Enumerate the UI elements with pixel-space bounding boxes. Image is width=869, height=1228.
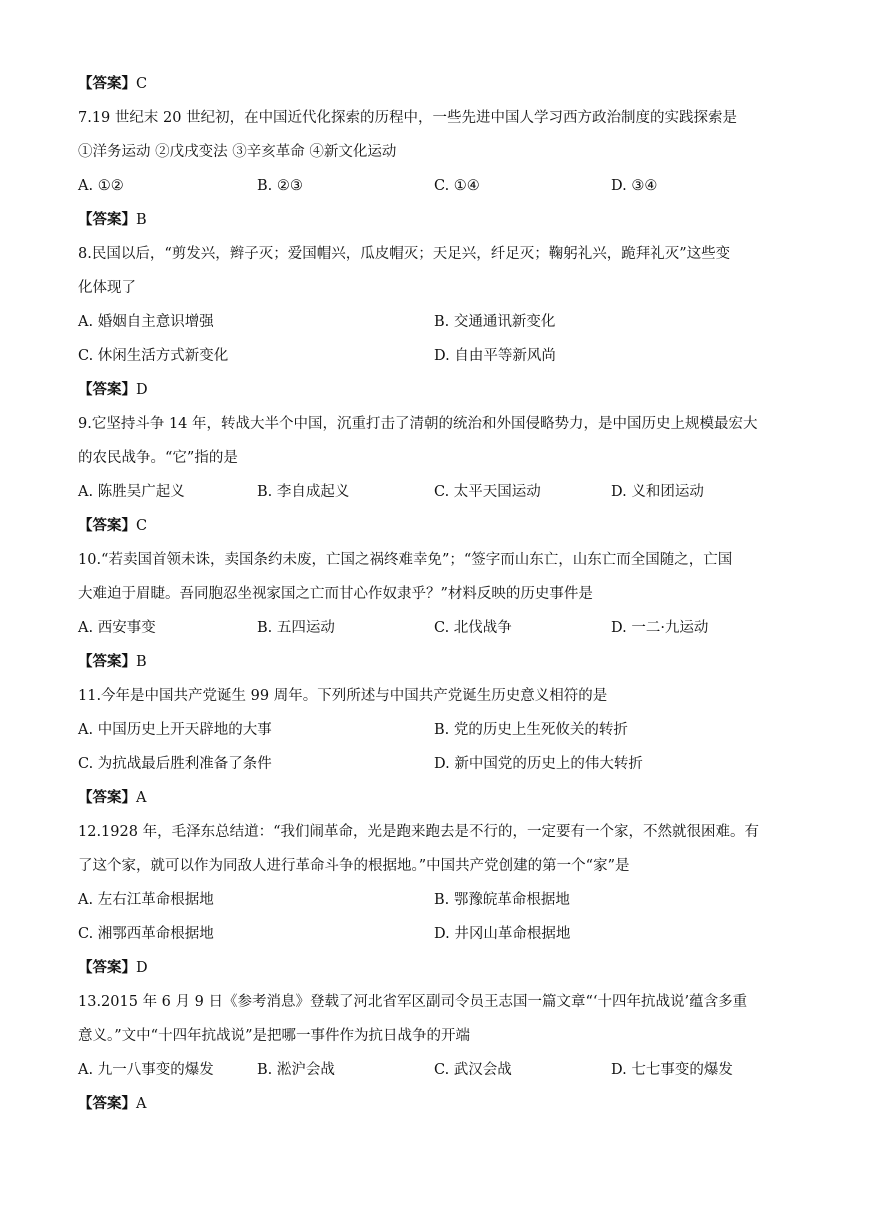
option-d: D. 新中国党的历史上的伟大转折 bbox=[434, 756, 643, 772]
option-a: A. ①② bbox=[78, 178, 124, 194]
option-d: D. 自由平等新风尚 bbox=[434, 348, 556, 364]
answer-label: 【答案】 bbox=[78, 381, 136, 398]
option-b: B. 鄂豫皖革命根据地 bbox=[434, 892, 570, 908]
answer-line bbox=[78, 516, 147, 536]
question-stem-line: 10.“若卖国首领未诛，卖国条约未废，亡国之祸终难幸免”；“签字而山东亡，山东亡而全国随之，亡国 bbox=[78, 552, 733, 568]
answer-value: C bbox=[136, 76, 148, 92]
option-d: D. 七七事变的爆发 bbox=[611, 1062, 733, 1078]
option-a: A. 九一八事变的爆发 bbox=[78, 1062, 214, 1078]
option-c: C. 太平天国运动 bbox=[434, 484, 541, 500]
option-d: D. 义和团运动 bbox=[611, 484, 704, 500]
option-c: C. 武汉会战 bbox=[434, 1062, 512, 1078]
option-d: D. 一二·九运动 bbox=[611, 620, 709, 636]
answer-line bbox=[78, 652, 147, 672]
option-c: C. 休闲生活方式新变化 bbox=[78, 348, 229, 364]
option-a: A. 左右江革命根据地 bbox=[78, 892, 214, 908]
answer-label: 【答案】 bbox=[78, 211, 136, 228]
answer-value: A bbox=[136, 790, 147, 806]
option-c: C. ①④ bbox=[434, 178, 480, 194]
question-stem-line: 11.今年是中国共产党诞生 99 周年。下列所述与中国共产党诞生历史意义相符的是 bbox=[78, 688, 608, 704]
option-a: A. 西安事变 bbox=[78, 620, 156, 636]
question-stem-line: ①洋务运动 ②戊戌变法 ③辛亥革命 ④新文化运动 bbox=[78, 144, 397, 160]
option-a: A. 婚姻自主意识增强 bbox=[78, 314, 214, 330]
option-b: B. 淞沪会战 bbox=[257, 1062, 335, 1078]
question-stem-line: 意义。”文中“十四年抗战说”是把哪一事件作为抗日战争的开端 bbox=[78, 1028, 470, 1044]
option-b: B. 交通通讯新变化 bbox=[434, 314, 556, 330]
option-a: A. 中国历史上开天辟地的大事 bbox=[78, 722, 272, 738]
question-stem-line: 7.19 世纪末 20 世纪初，在中国近代化探索的历程中，一些先进中国人学习西方政治制度的实践探索是 bbox=[78, 110, 738, 126]
option-d: D. ③④ bbox=[611, 178, 658, 194]
question-stem-line: 化体现了 bbox=[78, 280, 136, 296]
question-stem-line: 13.2015 年 6 月 9 日《参考消息》登载了河北省军区副司令员王志国一篇文章“‘十四年抗战说’蕴含多重 bbox=[78, 994, 748, 1010]
answer-value: B bbox=[136, 654, 147, 670]
answer-line bbox=[78, 788, 146, 808]
option-b: B. 五四运动 bbox=[257, 620, 335, 636]
option-b: B. 党的历史上生死攸关的转折 bbox=[434, 722, 628, 738]
answer-label: 【答案】 bbox=[78, 959, 136, 976]
answer-line bbox=[78, 1094, 146, 1114]
option-c: C. 为抗战最后胜利准备了条件 bbox=[78, 756, 272, 772]
answer-label: 【答案】 bbox=[78, 517, 136, 534]
option-c: C. 北伐战争 bbox=[434, 620, 512, 636]
answer-line bbox=[78, 74, 147, 94]
option-b: B. ②③ bbox=[257, 178, 303, 194]
answer-label: 【答案】 bbox=[78, 1095, 136, 1112]
question-stem-line: 了这个家，就可以作为同敌人进行革命斗争的根据地。”中国共产党创建的第一个“家”是 bbox=[78, 858, 630, 874]
answer-line bbox=[78, 380, 148, 400]
option-c: C. 湘鄂西革命根据地 bbox=[78, 926, 214, 942]
answer-label: 【答案】 bbox=[78, 653, 136, 670]
question-stem-line: 大难迫于眉睫。吾同胞忍坐视家国之亡而甘心作奴隶乎？”材料反映的历史事件是 bbox=[78, 586, 593, 602]
answer-line bbox=[78, 210, 147, 230]
answer-value: C bbox=[136, 518, 148, 534]
answer-line bbox=[78, 958, 148, 978]
option-b: B. 李自成起义 bbox=[257, 484, 350, 500]
option-a: A. 陈胜吴广起义 bbox=[78, 484, 185, 500]
question-stem-line: 8.民国以后，“剪发兴，辫子灭；爱国帽兴，瓜皮帽灭；天足兴，纤足灭；鞠躬礼兴，跪拜礼灭”这些变 bbox=[78, 246, 731, 262]
question-stem-line: 12.1928 年，毛泽东总结道：“我们闹革命，光是跑来跑去是不行的，一定要有一个家，不然就很困难。有 bbox=[78, 824, 759, 840]
question-stem-line: 9.它坚持斗争 14 年，转战大半个中国，沉重打击了清朝的统治和外国侵略势力，是中国历史上规模最宏大 bbox=[78, 416, 758, 432]
answer-label: 【答案】 bbox=[78, 75, 136, 92]
answer-label: 【答案】 bbox=[78, 789, 136, 806]
answer-value: A bbox=[136, 1096, 147, 1112]
question-stem-line: 的农民战争。“它”指的是 bbox=[78, 450, 238, 466]
option-d: D. 井冈山革命根据地 bbox=[434, 926, 571, 942]
answer-value: B bbox=[136, 212, 147, 228]
answer-value: D bbox=[136, 382, 148, 398]
answer-value: D bbox=[136, 960, 148, 976]
